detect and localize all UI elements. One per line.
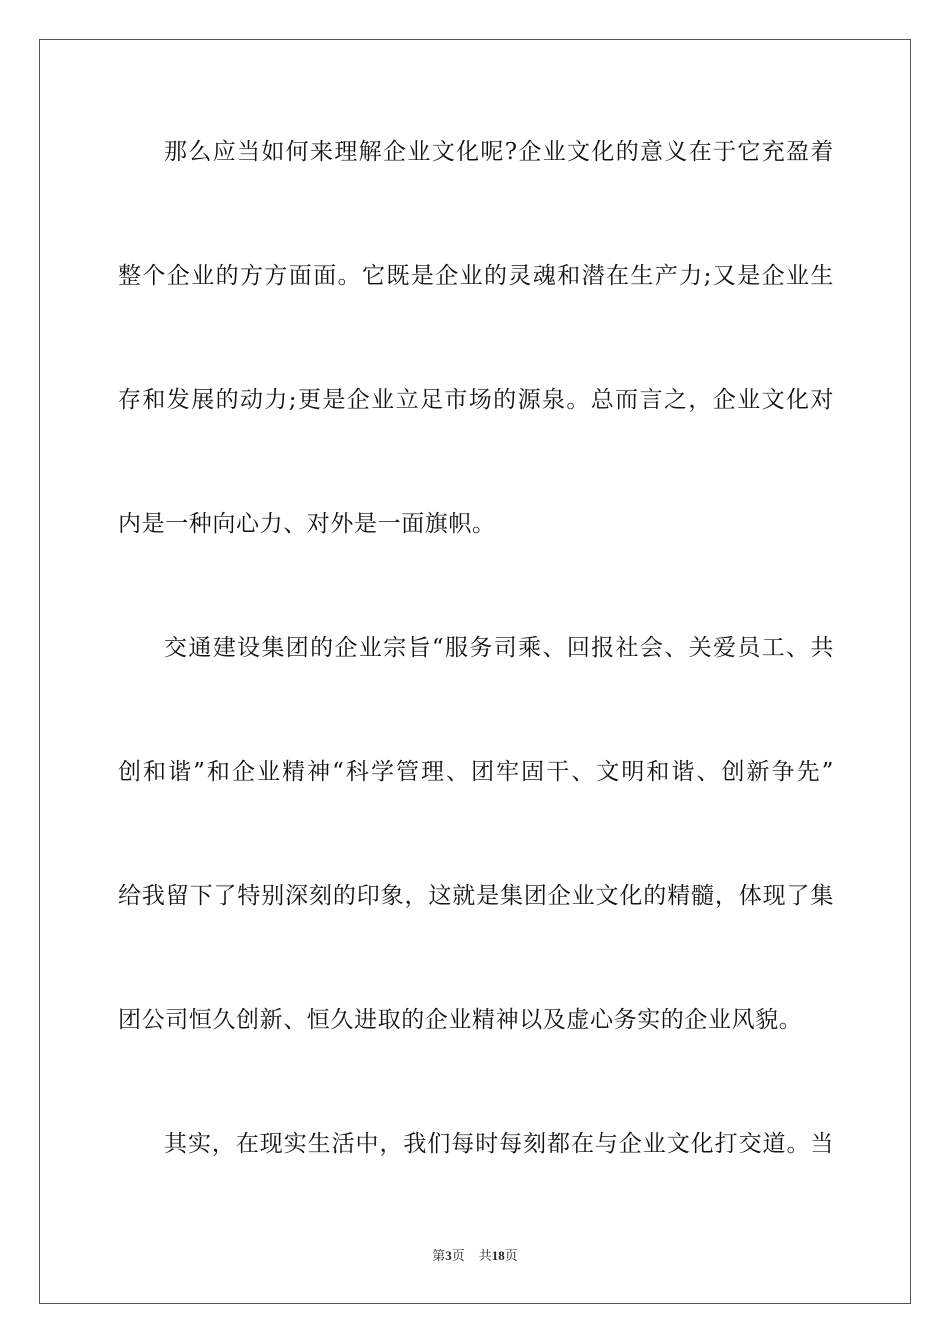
paragraph-1-line-2: 整个企业的方方面面。它既是企业的灵魂和潜在生产力;又是企业生 [118, 263, 834, 289]
paragraph-1-line-4: 内是一种向心力、对外是一面旗帜。 [118, 511, 496, 537]
footer-total-suffix: 页 [504, 1248, 518, 1263]
footer-total-prefix: 共 [478, 1248, 492, 1263]
paragraph-1-line-3: 存和发展的动力;更是企业立足市场的源泉。总而言之，企业文化对 [118, 387, 834, 413]
paragraph-3-line-1: 其实，在现实生活中，我们每时每刻都在与企业文化打交道。当 [164, 1131, 834, 1157]
footer-page-suffix: 页 [451, 1248, 465, 1263]
paragraph-2-line-4: 团公司恒久创新、恒久进取的企业精神以及虚心务实的企业风貌。 [118, 1007, 803, 1033]
paragraph-2-line-1: 交通建设集团的企业宗旨“服务司乘、回报社会、关爱员工、共 [164, 635, 834, 661]
footer-page-prefix: 第 [432, 1248, 446, 1263]
paragraph-2-line-2: 创和谐”和企业精神“科学管理、团牢固干、文明和谐、创新争先” [118, 759, 834, 785]
paragraph-1-line-1: 那么应当如何来理解企业文化呢?企业文化的意义在于它充盈着 [164, 139, 834, 165]
footer-page-current: 3 [445, 1248, 452, 1263]
paragraph-2-line-3: 给我留下了特别深刻的印象，这就是集团企业文化的精髓，体现了集 [118, 883, 834, 909]
footer-page-total: 18 [491, 1248, 505, 1263]
page-border [39, 39, 911, 1304]
page-footer [0, 1247, 950, 1265]
